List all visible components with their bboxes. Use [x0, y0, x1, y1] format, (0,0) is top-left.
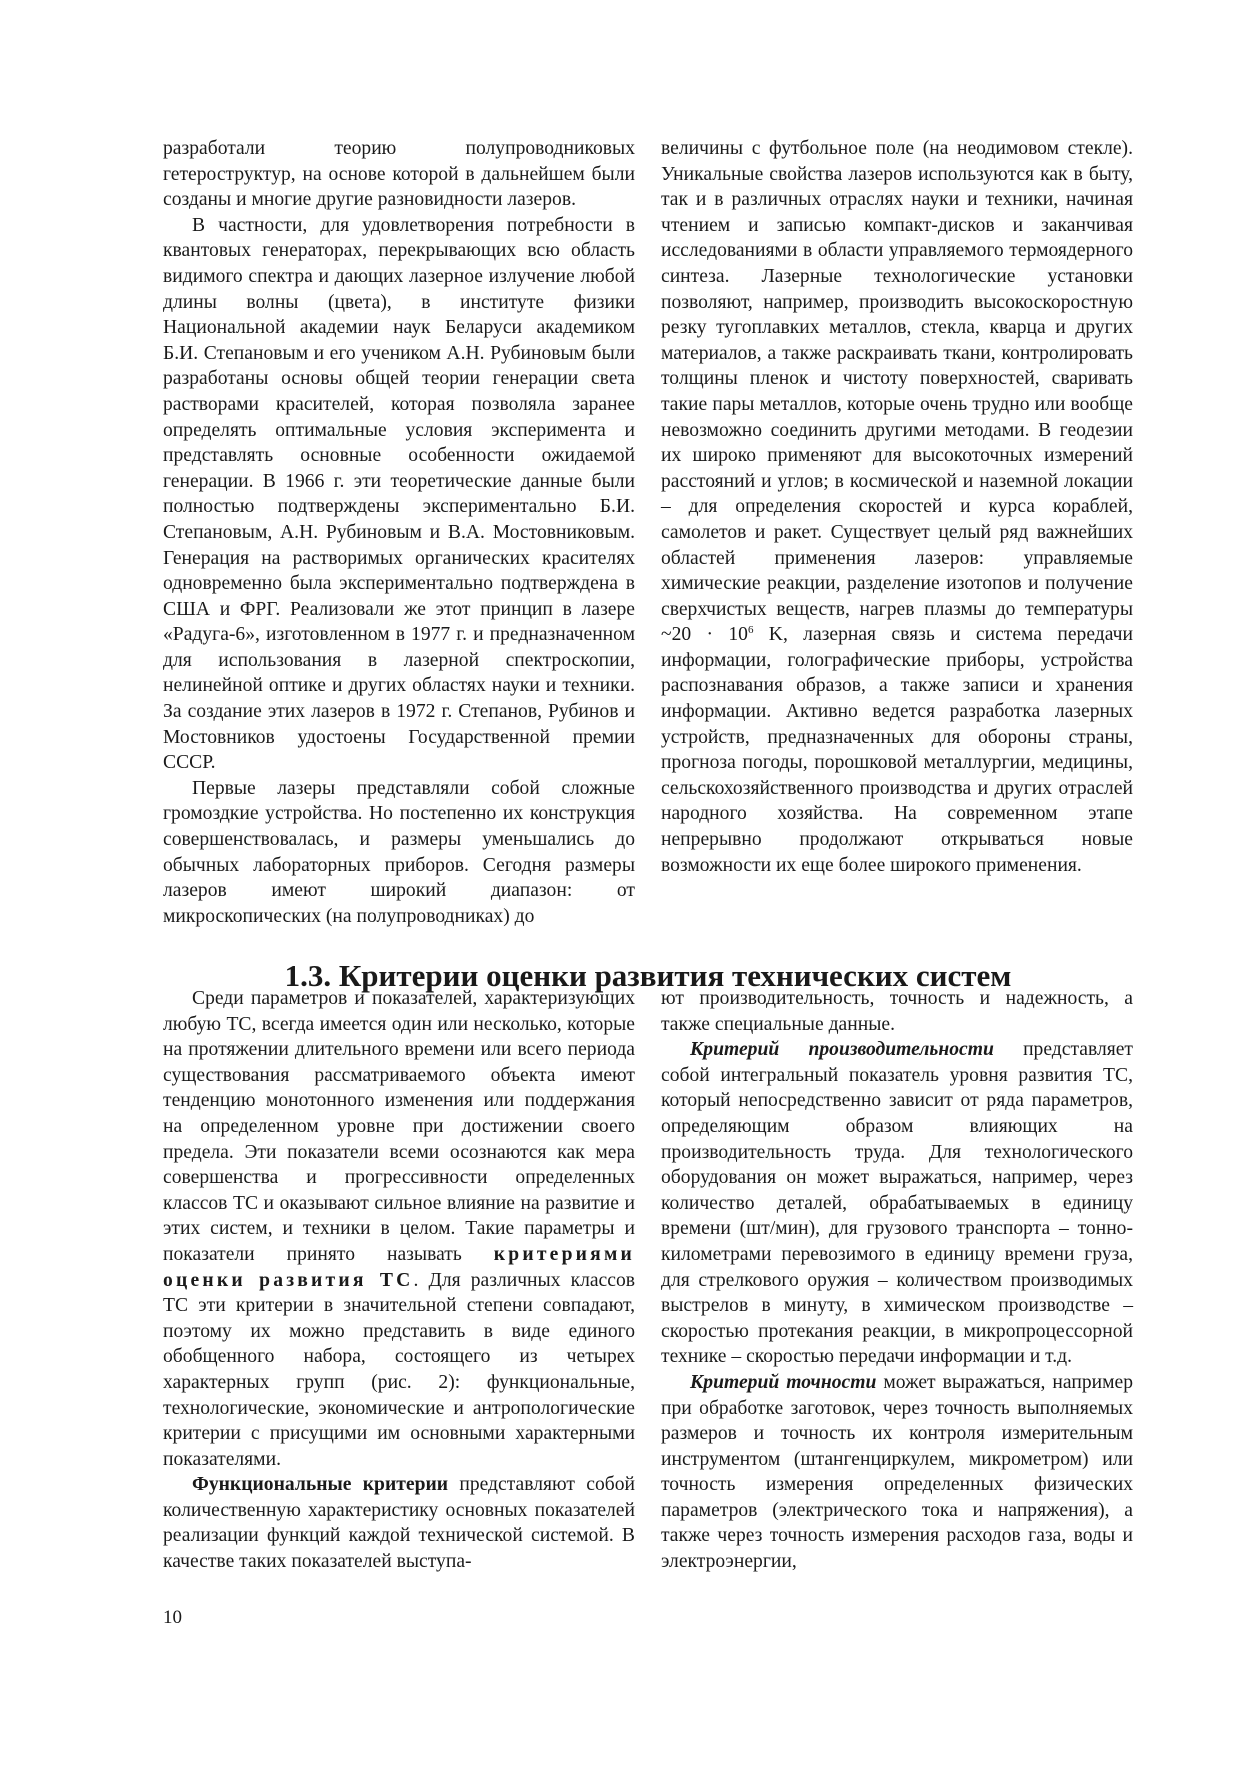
superscript: 6	[747, 624, 754, 637]
text-run: K, лазерная связь и система передачи информации, голографические приборы, устройства распознавания образов, а также записи и хранения информации. Активно ведется разработка лазерных устройств, предназначенных для обороны страны, прогноза погоды, порошковой металлургии, медицины, сельскохозяйственного производства и других отраслей народного хозяйства. На современном этапе непрерывно продолжают открываться новые возможности их еще более широкого применения.	[661, 624, 1133, 876]
top-left-column	[163, 136, 635, 929]
paragraph	[163, 776, 635, 930]
text-run: представляет собой интегральный показатель уровня развития ТС, который непосредственно зависит от ряда параметров, определяющим образом влияющих на производительность труда. Для технологического оборудования он может выражаться, например, через количество деталей, обрабатываемых в единицу времени (шт/мин), для грузового транспорта – тонно-километрами перевозимого в единицу времени груза, для стрелкового оружия – количеством производимых выстрелов в минуту, в химическом производстве – скоростью протекания реакции, в микропроцессорной технике – скоростью передачи информации и т.д.	[661, 1039, 1133, 1368]
paragraph	[163, 1472, 635, 1574]
paragraph	[163, 213, 635, 776]
text-run: ют производительность, точность и надежность, а также специальные данные.	[661, 988, 1133, 1035]
text-run: Среди параметров и показателей, характеризующих любую ТС, всегда имеется один или несколько, которые на протяжении длительного времени или всего периода существования рассматриваемого объекта имеют тенденцию монотонного изменения или поддержания на определенном уровне при достижении своего предела. Эти показатели всеми осознаются как мера совершенства и прогрессивности определенных классов ТС и оказывают сильное влияние на развитие и этих систем, и техники в целом. Такие параметры и показатели принято называть	[163, 988, 635, 1265]
text-run: Первые лазеры представляли собой сложные громоздкие устройства. Но постепенно их конструкция совершенствовалась, и размеры уменьшались до обычных лабораторных приборов. Сегодня размеры лазеров имеют широкий диапазон: от микроскопических (на полупроводниках) до	[163, 777, 635, 927]
text-run: разработали теорию полупроводниковых гетероструктур, на основе которой в дальнейшем были созданы и многие другие разновидности лазеров.	[163, 138, 635, 211]
text-run: может выражаться, например при обработке заготовок, через точность выполняемых размеров и точность их контроля измерительным инструментом (штангенциркулем, микрометром) или точность измерения определенных физических параметров (электрического тока и напряжения), а также через точность измерения расходов газа, воды и электроэнергии,	[661, 1371, 1133, 1573]
paragraph	[163, 136, 635, 213]
top-right-column	[661, 136, 1133, 878]
text-run: представляют собой количественную характеристику основных показателей реализации функций каждой технической системой. В качестве таких показателей выступа-	[163, 1474, 635, 1573]
paragraph	[661, 1370, 1133, 1575]
section-heading: 1.3. Критерии оценки развития технических систем	[284, 957, 1012, 993]
paragraph	[661, 986, 1133, 1037]
bold-italic-term: Критерий точности	[690, 1371, 877, 1393]
paragraph	[661, 1037, 1133, 1370]
bottom-left-column	[163, 986, 635, 1575]
text-run: величины с футбольное поле (на неодимовом стекле). Уникальные свойства лазеров используются как в быту, так и в различных отраслях науки и техники, начиная чтением и записью компакт-дисков и заканчивая исследованиями в области управляемого термоядерного синтеза. Лазерные технологические установки позволяют, например, производить высокоскоростную резку тугоплавких металлов, стекла, кварца и других материалов, а также раскраивать ткани, контролировать толщины пленок и чистоту поверхностей, сваривать такие пары металлов, которые очень трудно или вообще невозможно соединить другими методами. В геодезии их широко применяют для высокоточных измерений расстояний и углов; в космической и наземной локации – для определения скоростей и курса кораблей, самолетов и ракет. Существует целый ряд важнейших областей применения лазеров: управляемые химические реакции, разделение изотопов и получение сверхчистых веществ, нагрев плазмы до температуры ~20 · 10	[661, 138, 1133, 646]
text-run: В частности, для удовлетворения потребности в квантовых генераторах, перекрывающих всю область видимого спектра и дающих лазерное излучение любой длины волны (цвета), в институте физики Национальной академии наук Беларуси академиком Б.И. Степановым и его учеником А.Н. Рубиновым были разработаны основы общей теории генерации света растворами красителей, которая позволяла заранее определять оптимальные условия эксперимента и представлять основные особенности ожидаемой генерации. В 1966 г. эти теоретические данные были полностью подтверждены экспериментально Б.И. Степановым, А.Н. Рубиновым и В.А. Мостовниковым. Генерация на растворимых органических красителях одновременно была экспериментально подтверждена в США и ФРГ. Реализовали же этот принцип в лазере «Радуга-6», изготовленном в 1977 г. и предназначенном для использования в лазерной спектроскопии, нелинейной оптике и других областях науки и техники. За создание этих лазеров в 1972 г. Степанов, Рубинов и Мостовников удостоены Государственной премии СССР.	[163, 214, 635, 774]
paragraph	[661, 136, 1133, 878]
paragraph	[163, 986, 635, 1472]
emphasized-term: критериями оценки развития ТС	[163, 1243, 635, 1291]
page-number: 10	[163, 1607, 182, 1628]
bottom-right-column	[661, 986, 1133, 1575]
bold-term: Функциональные критерии	[192, 1474, 449, 1496]
bold-italic-term: Критерий производительности	[690, 1039, 994, 1061]
text-run: . Для различных классов ТС эти критерии в значительной степени совпадают, поэтому их можно представить в виде единого обобщенного набора, состоящего из четырех характерных групп (рис. 2): функциональные, технологические, экономические и антропологические критерии с присущими им основными характерными показателями.	[163, 1269, 635, 1470]
